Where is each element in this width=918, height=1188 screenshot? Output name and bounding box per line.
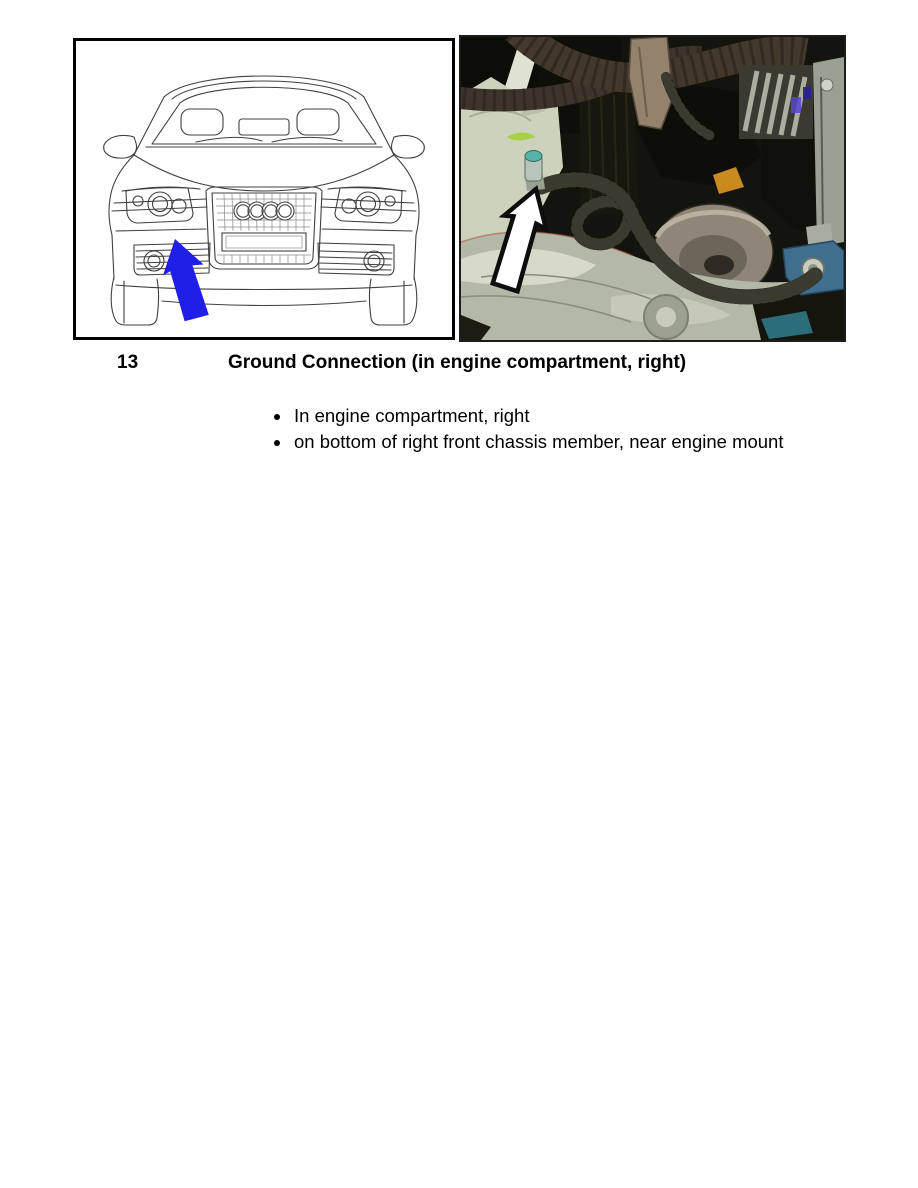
location-arrow-icon <box>155 234 217 324</box>
ground-connection-photo-panel <box>459 35 846 342</box>
ground-connection-stud <box>525 151 545 192</box>
audi-rings-logo <box>234 202 294 220</box>
car-location-diagram-panel <box>73 38 455 340</box>
bullet-item: • In engine compartment, right <box>292 403 792 429</box>
license-plate-area <box>222 233 306 251</box>
location-bullet-list <box>272 403 792 455</box>
figure-title: Ground Connection (in engine compartment, right) <box>228 352 687 373</box>
figure-number: 13 <box>117 352 139 373</box>
car-front-diagram <box>76 41 452 337</box>
bullet-item: • on bottom of right front chassis member, near engine mount <box>292 429 792 455</box>
engine-compartment-photo <box>461 37 844 340</box>
